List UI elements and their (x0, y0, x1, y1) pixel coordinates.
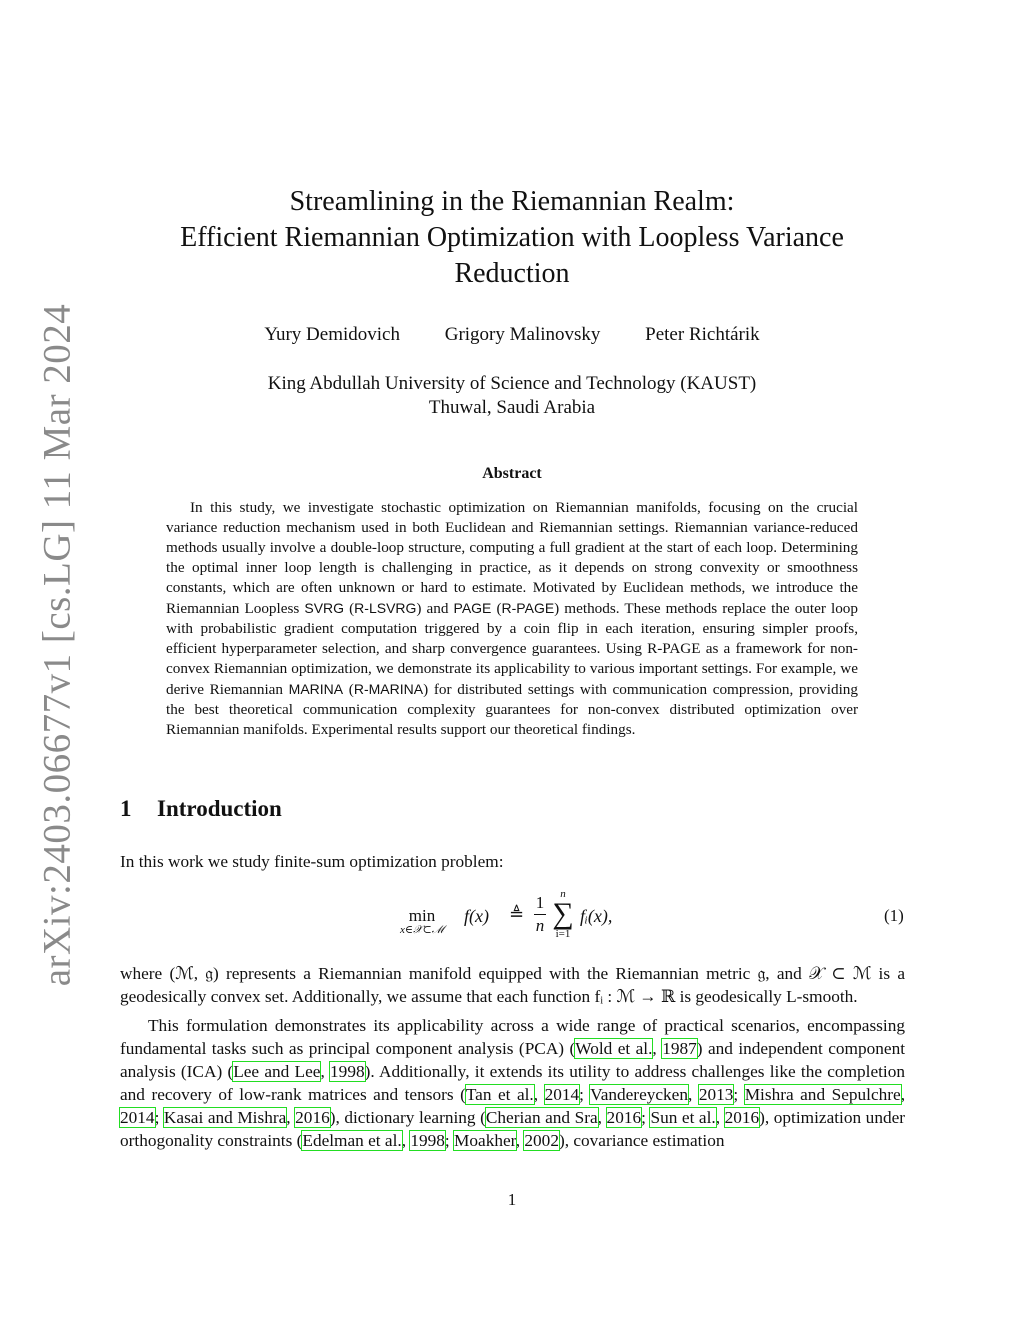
abstract-fragment: ( (344, 600, 355, 617)
fraction-denominator: n (535, 916, 545, 935)
affiliation (0, 372, 1024, 420)
abstract-fragment: ( (343, 681, 354, 698)
citation-link[interactable]: Cherian and Sra (485, 1108, 598, 1127)
arxiv-identifier: arXiv:2403.06677v1 [cs.LG] 11 Mar 2024 (35, 303, 79, 987)
section-title: Introduction (157, 796, 282, 821)
citation-link[interactable]: Lee and Lee (233, 1062, 321, 1081)
method-name: R-LSVRG (354, 600, 417, 616)
author-name: Yury Demidovich (264, 324, 400, 345)
citation-year-link[interactable]: 2016 (295, 1108, 330, 1127)
section-number: 1 (120, 796, 132, 821)
citation-year-link[interactable]: 1998 (330, 1062, 365, 1081)
method-name: MARINA (288, 681, 344, 697)
sum-lower-limit: i=1 (555, 928, 571, 940)
citation-year-link[interactable]: 1987 (662, 1039, 697, 1058)
equation-1 (0, 888, 1024, 948)
method-name: R-PAGE (501, 600, 555, 616)
text-fragment: ) and independent component analysis (ICA) ( (120, 1039, 906, 1081)
where-paragraph: where (ℳ, 𝔤) represents a Riemannian manifold equipped with the Riemannian metric 𝔤, and 𝒳 ⊂ ℳ is a geodesically convex set. Additionally, we assume that each function fᵢ : ℳ → ℝ is geodesically L-smooth. (120, 964, 905, 1006)
formulation-paragraph: This formulation demonstrates its applicability across a wide range of practical scenarios, encompassing fundamental tasks such as principal component analysis (PCA) (Wold et al., 1987) and independent component analysis (ICA) (Lee and Lee, 1998). Additionally, it extends its utility to address challenges like the completion and recovery of low-rank matrices and tensors (Tan et al., 2014; Vandereycken, 2013; Mishra and Sepulchre, 2014; Kasai and Mishra, 2016), dictionary learning (Cherian and Sra, 2016; Sun et al., 2016), optimization under orthogonality constraints (Edelman et al., 1998; Moakher, 2002), covariance estimation (120, 1016, 906, 1150)
text-fragment: This formulation demonstrates its applicability across a wide range of practical scenarios, encompassing fundamental tasks such as principal component analysis (PCA) ( (120, 1016, 905, 1058)
fraction-bar (534, 914, 546, 915)
equation-min (400, 906, 444, 937)
citation-link[interactable]: Mishra and Sepulchre (744, 1085, 901, 1104)
citation-year-link[interactable]: 1998 (410, 1131, 445, 1150)
citation-year-link[interactable]: 2016 (606, 1108, 642, 1127)
fraction-numerator: 1 (535, 893, 545, 912)
affiliation-line-2: Thuwal, Saudi Arabia (428, 397, 596, 418)
summation (551, 888, 575, 940)
abstract-fragment: ) for distributed settings with communication compression, providing the best theoretical communication complexity guarantees for non-convex distributed optimization over Riemannian manifolds. Experimental results support our theoretical findings. (166, 681, 858, 738)
sum-upper-limit: n (560, 888, 566, 900)
abstract-fragment: ) and (416, 600, 454, 617)
abstract-fragment: ( (491, 600, 502, 617)
equation-fraction (534, 893, 546, 936)
sum-symbol: ∑ (552, 897, 574, 930)
text-fragment: ). Additionally, it extends its utility to address challenges like the completion and recovery of low-rank matrices and tensors ( (120, 1062, 906, 1104)
author-name: Grigory Malinovsky (444, 324, 601, 345)
method-name: SVRG (304, 600, 345, 616)
citation-link[interactable]: Wold et al. (575, 1039, 653, 1058)
citation-link[interactable]: Moakher (454, 1131, 516, 1150)
affiliation-line-1: King Abdullah University of Science and Technology (KAUST) (267, 373, 757, 394)
text-fragment: ), covariance estimation (558, 1131, 725, 1150)
text-fragment: ), dictionary learning ( (329, 1108, 486, 1127)
citation-year-link[interactable]: 2002 (524, 1131, 559, 1150)
paper-title (0, 184, 1024, 292)
equation-lhs: f(x) (464, 906, 489, 926)
abstract-fragment: ) methods. These methods replace the outer loop with probabilistic gradient computation triggered by a coin flip in each iteration, ensuring simpler proofs, efficient hyperparameter selection, and sharp convergence guarantees. Using R-PAGE as a framework for non-convex Riemannian optimization, we demonstrate its applicability to various important settings. For example, we derive Riemannian (166, 600, 858, 698)
title-line-3: Reduction (454, 258, 570, 289)
citation-link[interactable]: Tan et al. (465, 1085, 534, 1104)
title-line-1: Streamlining in the Riemannian Realm: (289, 186, 735, 217)
method-name: PAGE (453, 600, 492, 616)
abstract-text (166, 498, 858, 740)
text-fragment: ), optimization under orthogonality constraints ( (120, 1108, 906, 1150)
min-subscript: x∈𝒳⊂ℳ (400, 924, 445, 936)
definition-symbol: ≜ (509, 904, 525, 924)
method-name: R-MARINA (353, 681, 424, 697)
citation-year-link[interactable]: 2014 (544, 1085, 580, 1104)
equation-rhs: fᵢ(x), (580, 906, 613, 926)
citation-link[interactable]: Edelman et al. (302, 1131, 402, 1150)
abstract-fragment: In this study, we investigate stochastic optimization on Riemannian manifolds, focusing on the crucial variance reduction mechanism used in both Euclidean and Riemannian settings. Riemannian variance-reduced methods usually involve a double-loop structure, computing a full gradient at the start of each loop. Determining the optimal inner loop length is challenging in practice, as it depends on strong convexity or smoothness constants, which are often unknown or hard to estimate. Motivated by Euclidean methods, we introduce the Riemannian Loopless (166, 499, 858, 617)
abstract-heading: Abstract (482, 465, 542, 482)
intro-sentence: In this work we study finite-sum optimization problem: (120, 852, 504, 871)
section-heading (120, 796, 282, 822)
page-number: 1 (507, 1190, 517, 1209)
citation-link[interactable]: Sun et al. (650, 1108, 716, 1127)
title-line-2: Efficient Riemannian Optimization with Loopless Variance (180, 222, 844, 253)
citation-link[interactable]: Vandereycken (590, 1085, 688, 1104)
citation-year-link[interactable]: 2016 (724, 1108, 760, 1127)
author-list (0, 324, 1024, 346)
min-operator: min (408, 906, 436, 925)
equation-label: (1) (884, 906, 904, 925)
citation-link[interactable]: Kasai and Mishra (163, 1108, 287, 1127)
citation-year-link[interactable]: 2014 (120, 1108, 155, 1127)
author-name: Peter Richtárik (645, 324, 760, 345)
citation-year-link[interactable]: 2013 (698, 1085, 734, 1104)
